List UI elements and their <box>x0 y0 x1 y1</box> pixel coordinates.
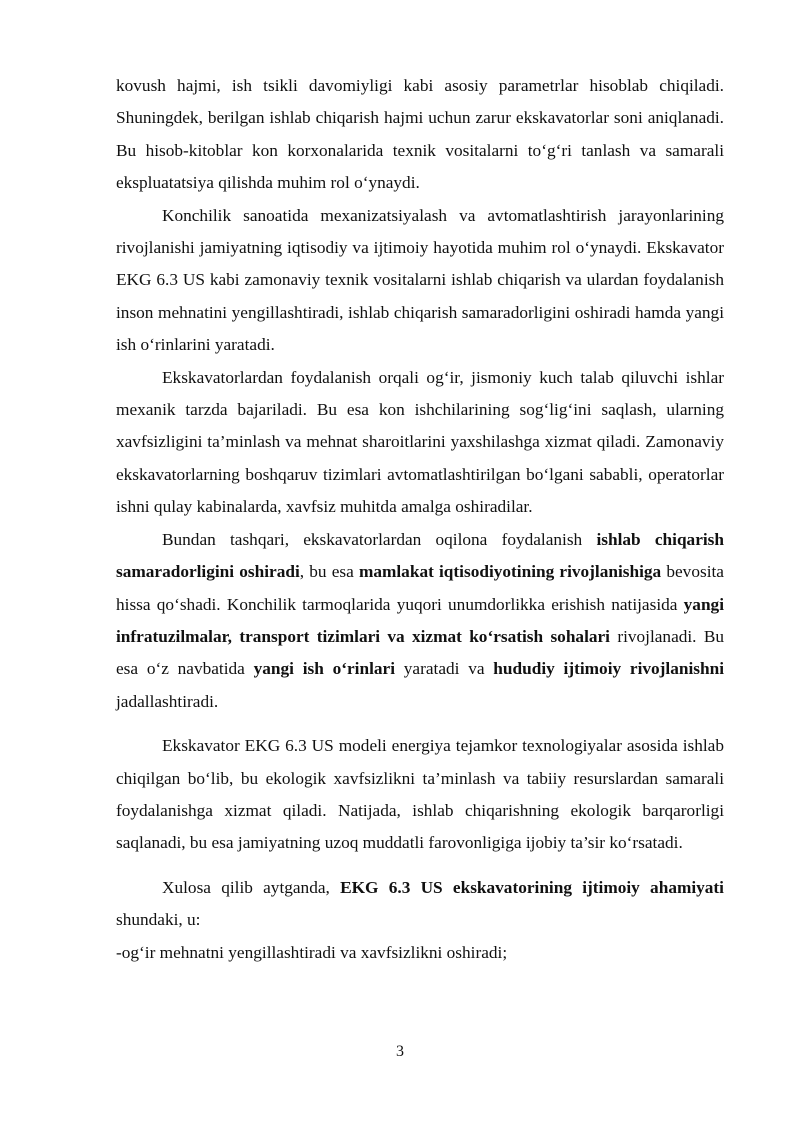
paragraph-5 <box>116 730 724 860</box>
text-run: Bundan tashqari, ekskavatorlardan oqilona foydalanish <box>162 529 597 549</box>
text-run: kovush hajmi, ish tsikli davomiyligi kabi asosiy parametrlar hisoblab chiqiladi. Shuningdek, berilgan ishlab chiqarish hajmi uchun zarur ekskavatorlar soni aniqlanadi. Bu hisob-kitoblar kon korxonalarida texnik vositalarni to‘g‘ri tanlash va samarali ekspluatatsiya qilishda muhim rol o‘ynaydi. <box>116 76 724 193</box>
text-run: Ekskavator EKG 6.3 US modeli energiya tejamkor texnologiyalar asosida ishlab chiqilgan bo‘lib, bu ekologik xavfsizlikni ta’minlash va tabiiy resurslardan samarali foydalanishga xizmat qiladi. Natijada, ishlab chiqarishning ekologik barqarorligi saqlanadi, bu esa jamiyatning uzoq muddatli farovonligiga ijobiy ta’sir ko‘rsatadi. <box>116 736 724 853</box>
text-run: bevosita hissa qo‘shadi. Konchilik tarmoqlarida yuqori unumdorlikka erishish natijasida <box>116 562 724 614</box>
paragraph-1 <box>116 70 724 200</box>
paragraph-3 <box>116 362 724 524</box>
text-run: Konchilik sanoatida mexanizatsiyalash va avtomatlashtirish jarayonlarining rivojlanishi jamiyatning iqtisodiy va ijtimoiy hayotida muhim rol o‘ynaydi. Ekskavator EKG 6.3 US kabi zamonaviy texnik vositalarni ishlab chiqarish va ulardan foydalanish inson mehnatini yengillashtiradi, ishlab chiqarish samaradorligini oshiradi hamda yangi ish o‘rinlarini yaratadi. <box>116 205 724 355</box>
text-run: jadallashtiradi. <box>116 691 219 711</box>
page-body <box>116 70 724 969</box>
bold-text: ishlab chiqarish samaradorligini oshiradi <box>116 529 724 582</box>
paragraph-2 <box>116 200 724 362</box>
bold-text: mamlakat iqtisodiyotining rivojlanishiga <box>358 562 662 582</box>
text-run: yaratadi va <box>395 659 494 679</box>
bold-text: yangi ish o‘rinlari <box>253 659 396 679</box>
paragraph-6 <box>116 872 724 937</box>
list-item: -og‘ir mehnatni yengillashtiradi va xavfsizlikni oshiradi; <box>116 942 508 962</box>
text-run: Xulosa qilib aytganda, <box>162 877 341 897</box>
text-run: rivojlanadi. Bu esa o‘z navbatida <box>116 626 724 679</box>
text-run: Ekskavatorlardan foydalanish orqali og‘ir, jismoniy kuch talab qiluvchi ishlar mexanik tarzda bajariladi. Bu esa kon ishchilarining sog‘lig‘ini saqlash, ularning xavfsizligini ta’minlash va mehnat sharoitlarini yaxshilashga xizmat qiladi. Zamonaviy ekskavatorlarning boshqaruv tizimlari avtomatlashtirilgan bo‘lgani sababli, operatorlar ishni qulay kabinalarda, xavfsiz muhitda amalga oshiradilar. <box>116 367 724 517</box>
bold-text: hududiy ijtimoiy rivojlanishni <box>493 659 725 679</box>
paragraph-4 <box>116 524 724 718</box>
page-number: 3 <box>396 1043 404 1060</box>
text-run: , bu esa <box>299 562 359 582</box>
bold-text: EKG 6.3 US ekskavatorining ijtimoiy ahamiyati <box>340 877 724 897</box>
bold-text: yangi infratuzilmalar, transport tizimlari va xizmat ko‘rsatish sohalari <box>116 594 724 646</box>
text-run: shundaki, u: <box>116 910 201 930</box>
